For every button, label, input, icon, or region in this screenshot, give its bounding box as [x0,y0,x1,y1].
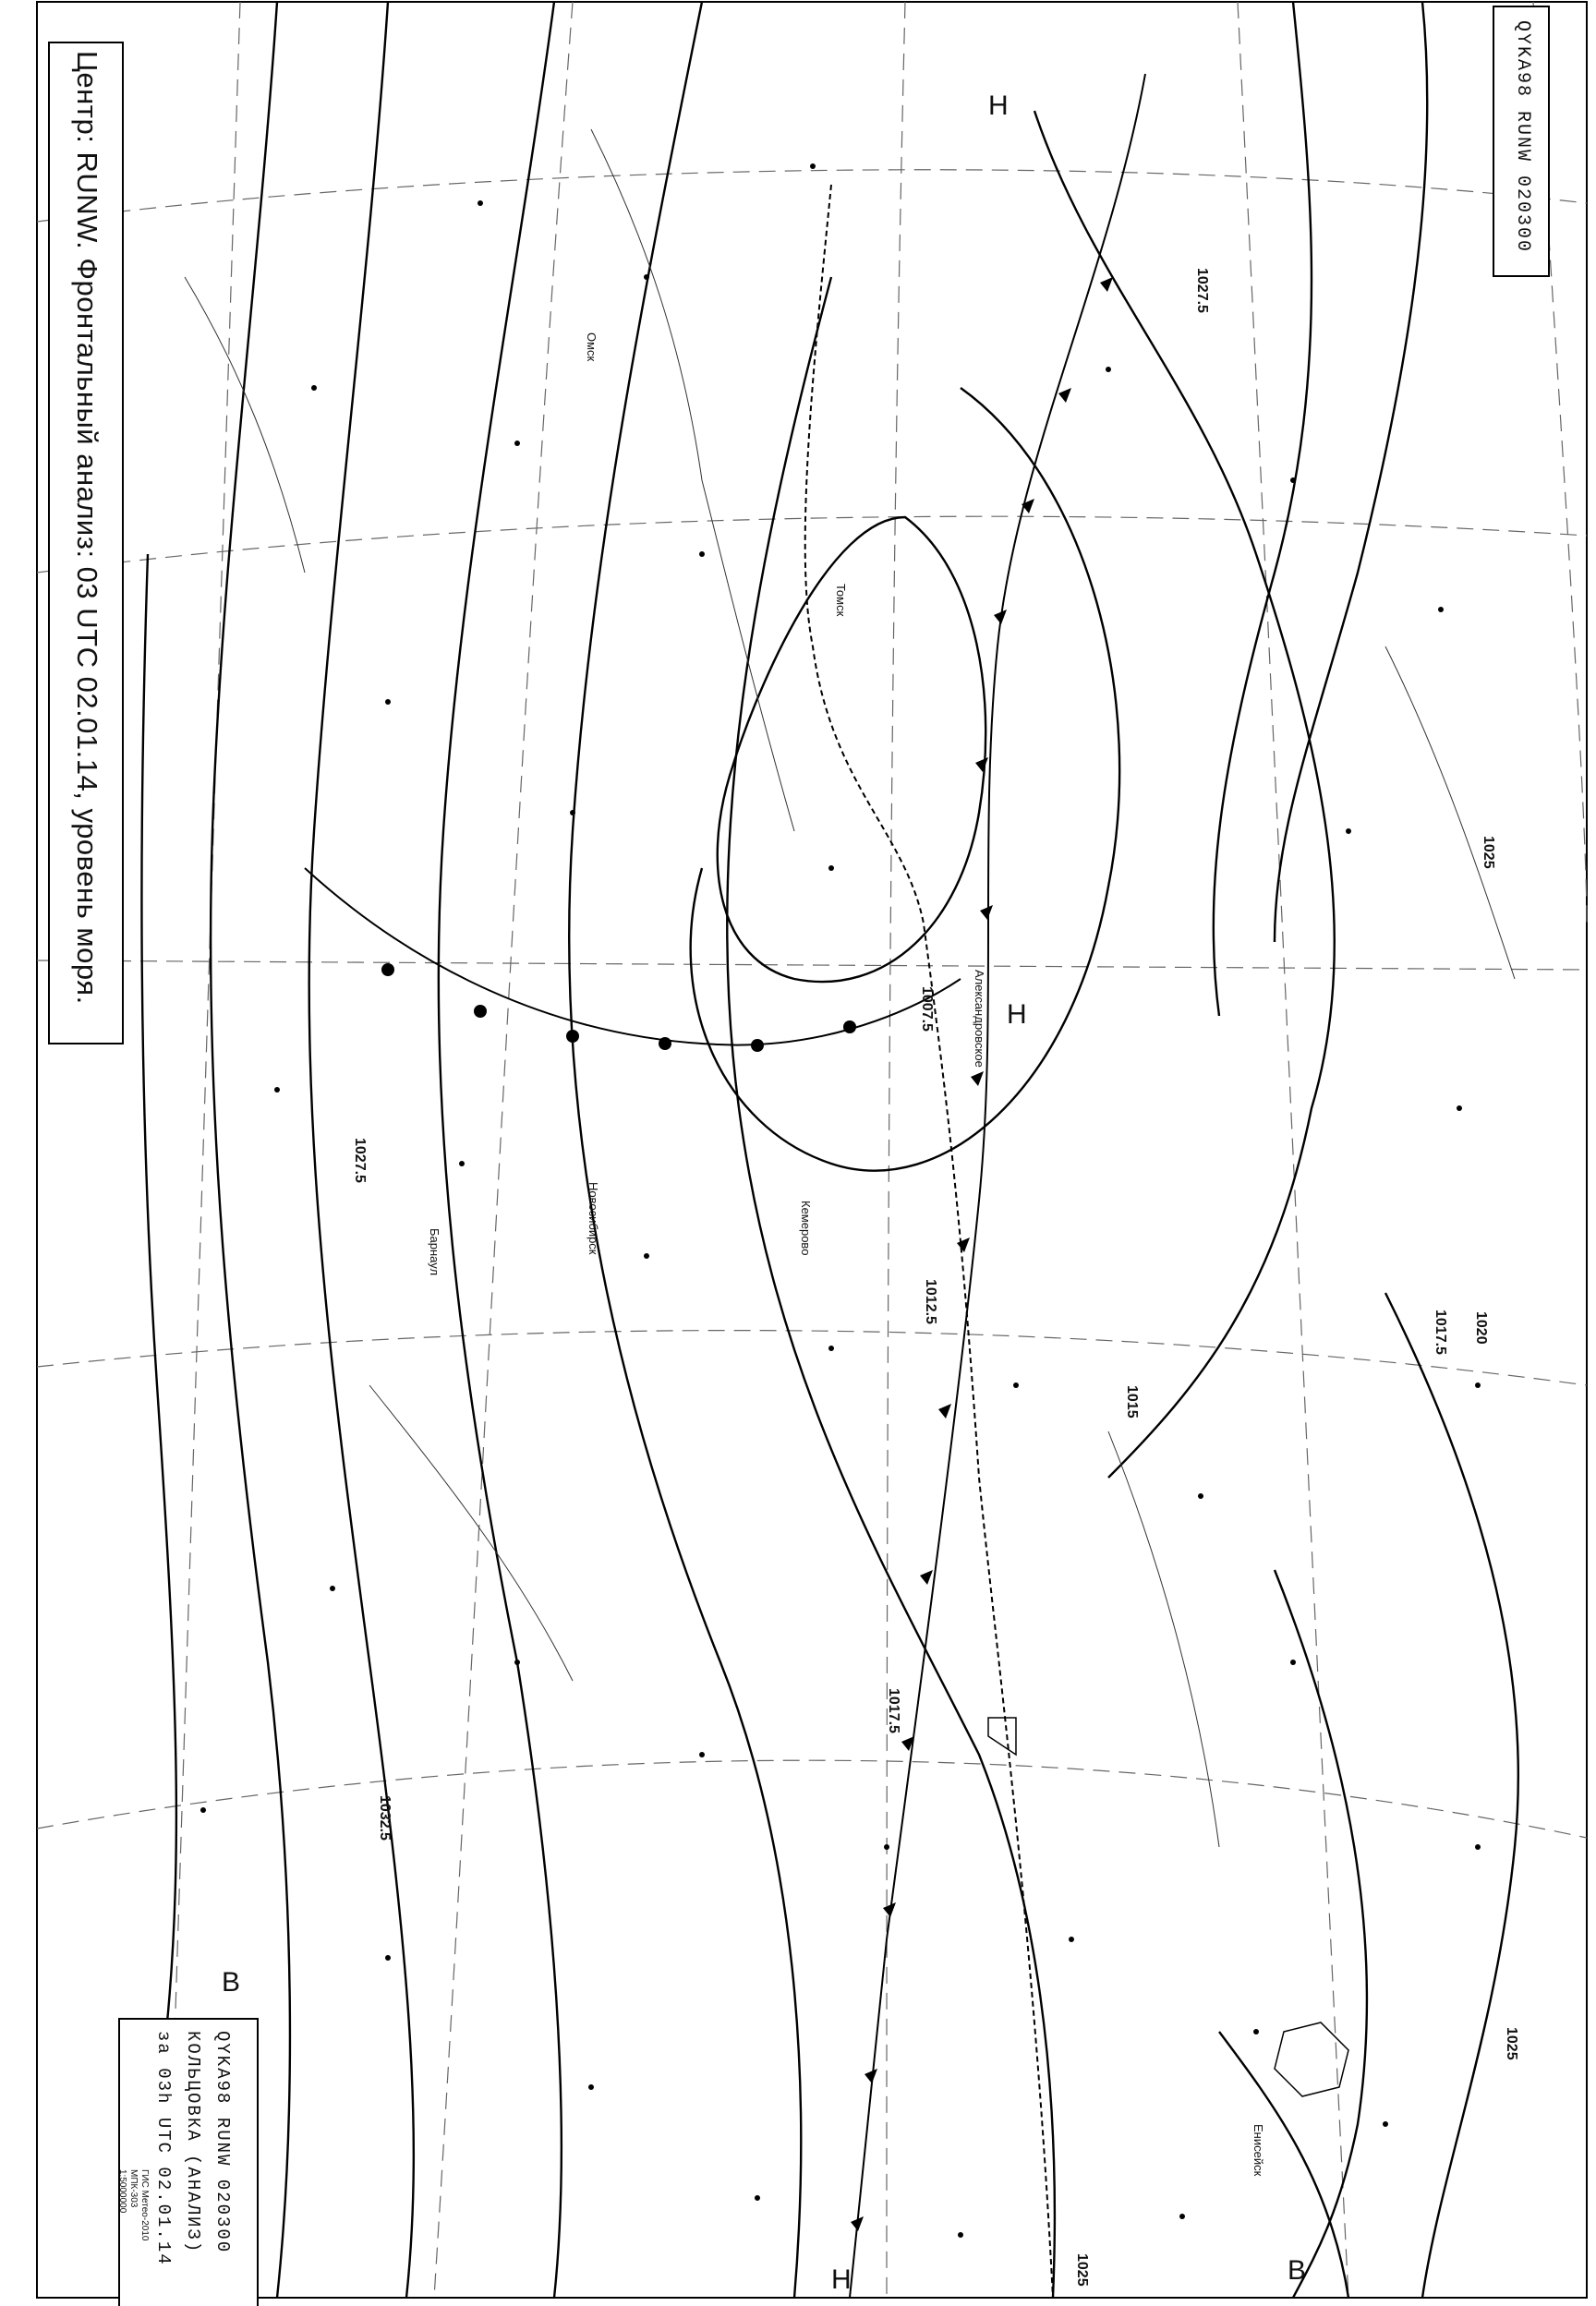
low-pressure-center: Н [831,2264,852,2295]
place-label: Барнаул [428,1228,441,1276]
isobar-label: 1017.5 [886,1688,901,1733]
isobar-label: 1025 [1481,836,1496,869]
isobar-label: 1017.5 [1433,1310,1448,1355]
isobar-label: 1027.5 [1194,268,1210,313]
place-label: Енисейск [1251,2124,1265,2177]
map-tag-box [1493,6,1550,277]
high-pressure-center: В [222,1967,241,1998]
place-label: Омск [585,332,598,362]
legend-time: за 03h UTC 02.01.14 [153,2031,174,2266]
legend-code: QYKA98 RUNW 020300 [212,2031,233,2254]
legend-station: КОЛЬЦОВКА (АНАЛИЗ) [183,2031,203,2254]
isobar-label: 1007.5 [919,986,935,1032]
place-label: Кемерово [799,1201,813,1256]
isobar-label: 1015 [1124,1385,1140,1419]
place-label: Томск [834,584,848,617]
isobar-label: 1032.5 [377,1795,393,1841]
legend-box [118,2018,259,2306]
legend-software: ГИС Метео-2010 [139,2169,150,2241]
place-label: Александровское [973,970,986,1068]
legend-system: МПК-303 [128,2169,139,2208]
map-tag: QYKA98 RUNW 020300 [1512,20,1533,254]
low-pressure-center: Н [1007,999,1027,1030]
map-title-box [48,42,124,1044]
isobar-label: 1025 [1074,2253,1090,2287]
isobar-label: 1020 [1473,1311,1489,1345]
map-title: Центр: RUNW. Фронтальный анализ: 03 UTC 02.01.14, уровень моря. [71,51,103,1005]
high-pressure-center: В [1288,2255,1307,2286]
legend-scale: 1:5000000 [117,2169,127,2214]
low-pressure-center: Н [988,91,1009,121]
isobar-label: 1012.5 [923,1279,938,1324]
isobar-label: 1025 [1504,2027,1519,2060]
place-label: Новосибирск [586,1182,600,1255]
isobar-label: 1027.5 [352,1138,368,1183]
